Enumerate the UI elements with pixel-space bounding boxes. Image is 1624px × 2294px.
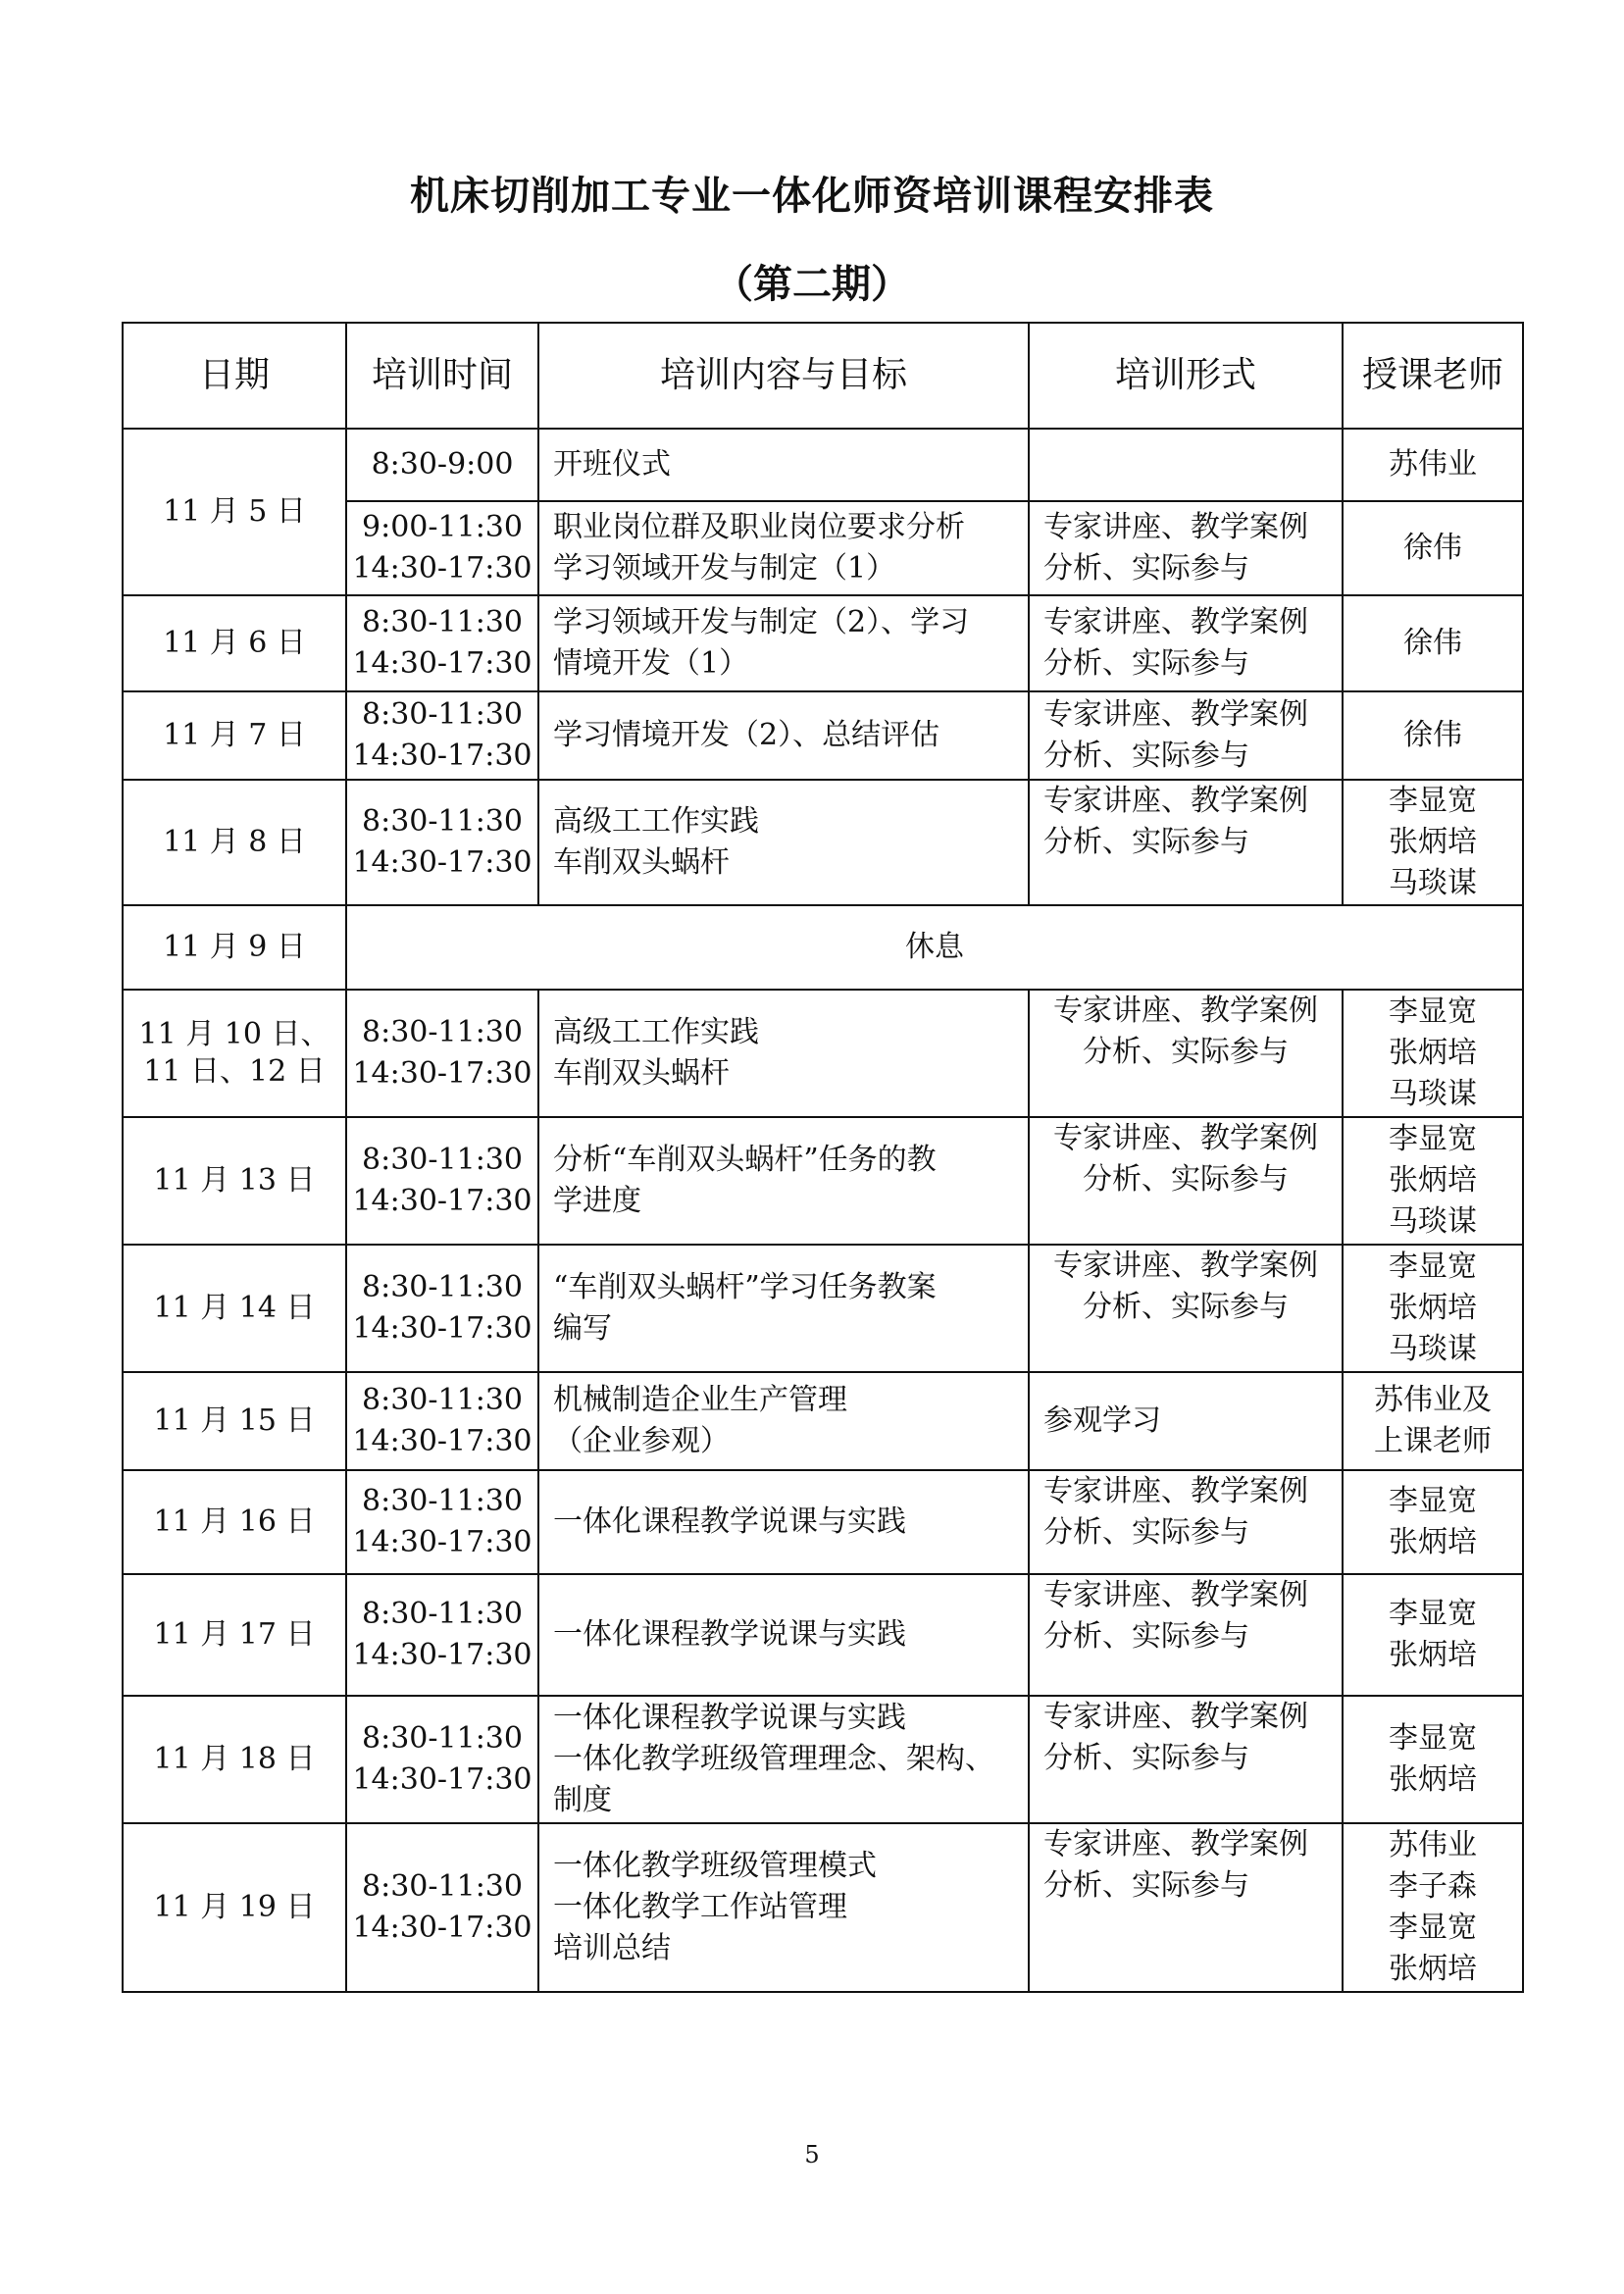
- time-line: 14:30-17:30: [352, 1638, 533, 1672]
- time-line: 8:30-11:30: [362, 697, 523, 732]
- time-line: 8:30-11:30: [362, 605, 523, 639]
- content-cell: [538, 429, 1029, 501]
- teacher-cell: [1343, 1117, 1523, 1245]
- time-cell: [346, 1117, 538, 1245]
- teacher-line: 张炳培: [1389, 1525, 1477, 1559]
- form-line: 参观学习: [1043, 1403, 1161, 1438]
- time-line: 14:30-17:30: [352, 1525, 533, 1559]
- form-line: 分析、实际参与: [1083, 1162, 1289, 1197]
- teacher-line: 张炳培: [1389, 825, 1477, 859]
- time-cell: [346, 501, 538, 595]
- teacher-line: 李显宽: [1389, 1721, 1477, 1756]
- teacher-line: 张炳培: [1389, 1291, 1477, 1325]
- time-line: 8:30-11:30: [362, 1383, 523, 1417]
- time-line: 8:30-9:00: [371, 447, 514, 482]
- time-cell: [346, 429, 538, 501]
- teacher-line: 李子森: [1389, 1869, 1477, 1904]
- form-line: 专家讲座、教学案例: [1043, 1578, 1308, 1612]
- form-line: 分析、实际参与: [1083, 1290, 1289, 1324]
- form-cell: [1029, 780, 1343, 905]
- content-line: （企业参观）: [553, 1424, 730, 1458]
- time-line: 14:30-17:30: [352, 646, 533, 681]
- content-cell: [538, 1823, 1029, 1992]
- teacher-line: 马琰谋: [1389, 1077, 1477, 1111]
- form-line: 专家讲座、教学案例: [1043, 510, 1308, 544]
- time-cell: [346, 691, 538, 780]
- date-cell: 11 月 8 日: [123, 780, 346, 905]
- teacher-cell: [1343, 1696, 1523, 1823]
- form-line: 专家讲座、教学案例: [1053, 1249, 1318, 1283]
- form-line: 专家讲座、教学案例: [1043, 1700, 1308, 1734]
- teacher-line: 苏伟业: [1389, 1828, 1477, 1862]
- content-line: 分析“车削双头蜗杆”任务的教: [553, 1143, 937, 1177]
- form-cell: [1029, 1574, 1343, 1696]
- content-line: 车削双头蜗杆: [553, 845, 730, 880]
- time-cell: [346, 1470, 538, 1574]
- teacher-cell: [1343, 691, 1523, 780]
- teacher-line: 马琰谋: [1389, 866, 1477, 900]
- content-line: 学进度: [553, 1184, 641, 1218]
- page-title: 机床切削加工专业一体化师资培训课程安排表: [410, 174, 1214, 219]
- form-line: 专家讲座、教学案例: [1053, 1121, 1318, 1155]
- time-line: 8:30-11:30: [362, 1597, 523, 1631]
- date-cell: 11 月 9 日: [123, 905, 346, 990]
- content-cell: [538, 1245, 1029, 1372]
- table-row: [123, 1574, 1523, 1696]
- schedule-table: [122, 322, 1524, 1993]
- table-header-row: [123, 323, 1523, 429]
- form-line: 专家讲座、教学案例: [1043, 605, 1308, 639]
- time-cell: [346, 595, 538, 691]
- teacher-line: 张炳培: [1389, 1762, 1477, 1797]
- form-line: 专家讲座、教学案例: [1043, 1827, 1308, 1861]
- time-line: 14:30-17:30: [352, 1311, 533, 1346]
- content-cell: [538, 1574, 1029, 1696]
- form-cell: [1029, 990, 1343, 1117]
- teacher-line: 马琰谋: [1389, 1332, 1477, 1366]
- header-time: 培训时间: [346, 323, 538, 429]
- time-line: 14:30-17:30: [352, 845, 533, 880]
- table-row: [123, 780, 1523, 905]
- teacher-cell: [1343, 1823, 1523, 1992]
- table-row: [123, 691, 1523, 780]
- teacher-line: 徐伟: [1403, 626, 1462, 660]
- time-cell: [346, 990, 538, 1117]
- teacher-cell: [1343, 501, 1523, 595]
- form-cell: [1029, 501, 1343, 595]
- table-row: [123, 1372, 1523, 1470]
- time-cell: [346, 1823, 538, 1992]
- teacher-line: 李显宽: [1389, 994, 1477, 1029]
- time-line: 14:30-17:30: [352, 1911, 533, 1945]
- content-line: 高级工工作实践: [553, 1015, 759, 1049]
- header-content: 培训内容与目标: [538, 323, 1029, 429]
- content-line: 一体化课程教学说课与实践: [553, 1504, 906, 1539]
- content-line: 一体化教学班级管理理念、架构、: [553, 1742, 994, 1776]
- time-line: 8:30-11:30: [362, 1143, 523, 1177]
- date-cell: 11 月 15 日: [123, 1372, 346, 1470]
- time-line: 14:30-17:30: [352, 1184, 533, 1218]
- date-cell: 11 月 13 日: [123, 1117, 346, 1245]
- form-line: 分析、实际参与: [1083, 1035, 1289, 1069]
- content-line: 开班仪式: [553, 447, 671, 482]
- time-cell: [346, 1696, 538, 1823]
- teacher-line: 徐伟: [1403, 531, 1462, 565]
- content-line: 一体化课程教学说课与实践: [553, 1617, 906, 1652]
- teacher-line: 李显宽: [1389, 1597, 1477, 1631]
- content-line: 培训总结: [553, 1931, 671, 1965]
- table-row: [123, 1245, 1523, 1372]
- rest-cell: 休息: [346, 905, 1523, 990]
- time-line: 14:30-17:30: [352, 1762, 533, 1797]
- content-line: 一体化教学工作站管理: [553, 1890, 847, 1924]
- teacher-line: 李显宽: [1389, 1911, 1477, 1945]
- time-line: 8:30-11:30: [362, 1484, 523, 1518]
- date-cell: 11 月 10 日、 11 日、12 日: [123, 990, 346, 1117]
- date-cell: 11 月 5 日: [123, 429, 346, 595]
- teacher-line: 李显宽: [1389, 784, 1477, 818]
- time-cell: [346, 1574, 538, 1696]
- teacher-line: 李显宽: [1389, 1249, 1477, 1284]
- form-cell: [1029, 429, 1343, 501]
- content-line: 学习领域开发与制定（2）、学习: [553, 605, 970, 639]
- content-line: 学习领域开发与制定（1）: [553, 551, 896, 586]
- teacher-line: 马琰谋: [1389, 1204, 1477, 1239]
- page-number: 5: [804, 2141, 820, 2168]
- form-cell: [1029, 1696, 1343, 1823]
- time-line: 8:30-11:30: [362, 1015, 523, 1049]
- content-line: 编写: [553, 1311, 612, 1346]
- form-line: 分析、实际参与: [1043, 739, 1249, 773]
- content-line: 一体化课程教学说课与实践: [553, 1701, 906, 1735]
- form-line: 分析、实际参与: [1043, 1741, 1249, 1775]
- time-line: 14:30-17:30: [352, 1056, 533, 1091]
- time-cell: [346, 780, 538, 905]
- form-line: 分析、实际参与: [1043, 1868, 1249, 1903]
- teacher-line: 李显宽: [1389, 1484, 1477, 1518]
- form-line: 分析、实际参与: [1043, 551, 1249, 586]
- table-row: [123, 1470, 1523, 1574]
- content-line: 制度: [553, 1783, 612, 1817]
- teacher-line: 徐伟: [1403, 718, 1462, 752]
- page-subtitle: （第二期）: [714, 262, 910, 307]
- table-row: [123, 990, 1523, 1117]
- time-line: 8:30-11:30: [362, 1869, 523, 1904]
- time-line: 14:30-17:30: [352, 551, 533, 586]
- content-cell: [538, 1470, 1029, 1574]
- form-cell: [1029, 1372, 1343, 1470]
- date-cell: 11 月 14 日: [123, 1245, 346, 1372]
- date-cell: 11 月 16 日: [123, 1470, 346, 1574]
- time-line: 14:30-17:30: [352, 1424, 533, 1458]
- content-line: 车削双头蜗杆: [553, 1056, 730, 1091]
- time-line: 14:30-17:30: [352, 739, 533, 773]
- time-line: 9:00-11:30: [362, 510, 523, 544]
- date-cell: 11 月 6 日: [123, 595, 346, 691]
- time-cell: [346, 1245, 538, 1372]
- form-line: 分析、实际参与: [1043, 1619, 1249, 1654]
- teacher-line: 苏伟业: [1389, 447, 1477, 482]
- form-cell: [1029, 1470, 1343, 1574]
- content-cell: [538, 780, 1029, 905]
- form-line: 专家讲座、教学案例: [1043, 784, 1308, 818]
- time-line: 8:30-11:30: [362, 804, 523, 839]
- teacher-line: 苏伟业及: [1374, 1383, 1492, 1417]
- content-cell: [538, 1696, 1029, 1823]
- content-line: 学习情境开发（2）、总结评估: [553, 718, 940, 752]
- teacher-line: 张炳培: [1389, 1952, 1477, 1986]
- table-row: [123, 595, 1523, 691]
- form-line: 专家讲座、教学案例: [1053, 994, 1318, 1028]
- content-line: 机械制造企业生产管理: [553, 1383, 847, 1417]
- time-line: 8:30-11:30: [362, 1270, 523, 1304]
- teacher-cell: [1343, 780, 1523, 905]
- teacher-line: 李显宽: [1389, 1122, 1477, 1156]
- date-cell: 11 月 19 日: [123, 1823, 346, 1992]
- form-line: 专家讲座、教学案例: [1043, 697, 1308, 732]
- content-cell: [538, 595, 1029, 691]
- form-line: 分析、实际参与: [1043, 646, 1249, 681]
- form-cell: [1029, 1245, 1343, 1372]
- teacher-cell: [1343, 990, 1523, 1117]
- content-line: 高级工工作实践: [553, 804, 759, 839]
- table-row: [123, 1696, 1523, 1823]
- content-cell: [538, 691, 1029, 780]
- table-row: [123, 1117, 1523, 1245]
- form-line: 分析、实际参与: [1043, 825, 1249, 859]
- content-cell: [538, 1117, 1029, 1245]
- teacher-cell: [1343, 1245, 1523, 1372]
- table-row: [123, 905, 1523, 990]
- table-row: [123, 1823, 1523, 1992]
- content-cell: [538, 501, 1029, 595]
- date-cell: 11 月 17 日: [123, 1574, 346, 1696]
- header-teacher: 授课老师: [1343, 323, 1523, 429]
- time-cell: [346, 1372, 538, 1470]
- form-cell: [1029, 691, 1343, 780]
- date-cell: 11 月 7 日: [123, 691, 346, 780]
- teacher-line: 张炳培: [1389, 1638, 1477, 1672]
- date-cell: 11 月 18 日: [123, 1696, 346, 1823]
- content-line: 情境开发（1）: [553, 646, 749, 681]
- teacher-cell: [1343, 1372, 1523, 1470]
- teacher-cell: [1343, 1574, 1523, 1696]
- table-row: [123, 429, 1523, 501]
- content-line: 一体化教学班级管理模式: [553, 1849, 877, 1883]
- form-cell: [1029, 595, 1343, 691]
- teacher-line: 上课老师: [1374, 1424, 1492, 1458]
- content-cell: [538, 1372, 1029, 1470]
- header-form: 培训形式: [1029, 323, 1343, 429]
- form-cell: [1029, 1117, 1343, 1245]
- teacher-cell: [1343, 595, 1523, 691]
- form-cell: [1029, 1823, 1343, 1992]
- teacher-cell: [1343, 1470, 1523, 1574]
- content-cell: [538, 990, 1029, 1117]
- teacher-line: 张炳培: [1389, 1163, 1477, 1198]
- form-line: 分析、实际参与: [1043, 1515, 1249, 1550]
- time-line: 8:30-11:30: [362, 1721, 523, 1756]
- content-line: 职业岗位群及职业岗位要求分析: [553, 510, 965, 544]
- content-line: “车削双头蜗杆”学习任务教案: [553, 1270, 937, 1304]
- teacher-cell: [1343, 429, 1523, 501]
- teacher-line: 张炳培: [1389, 1036, 1477, 1070]
- form-line: 专家讲座、教学案例: [1043, 1474, 1308, 1508]
- header-date: 日期: [123, 323, 346, 429]
